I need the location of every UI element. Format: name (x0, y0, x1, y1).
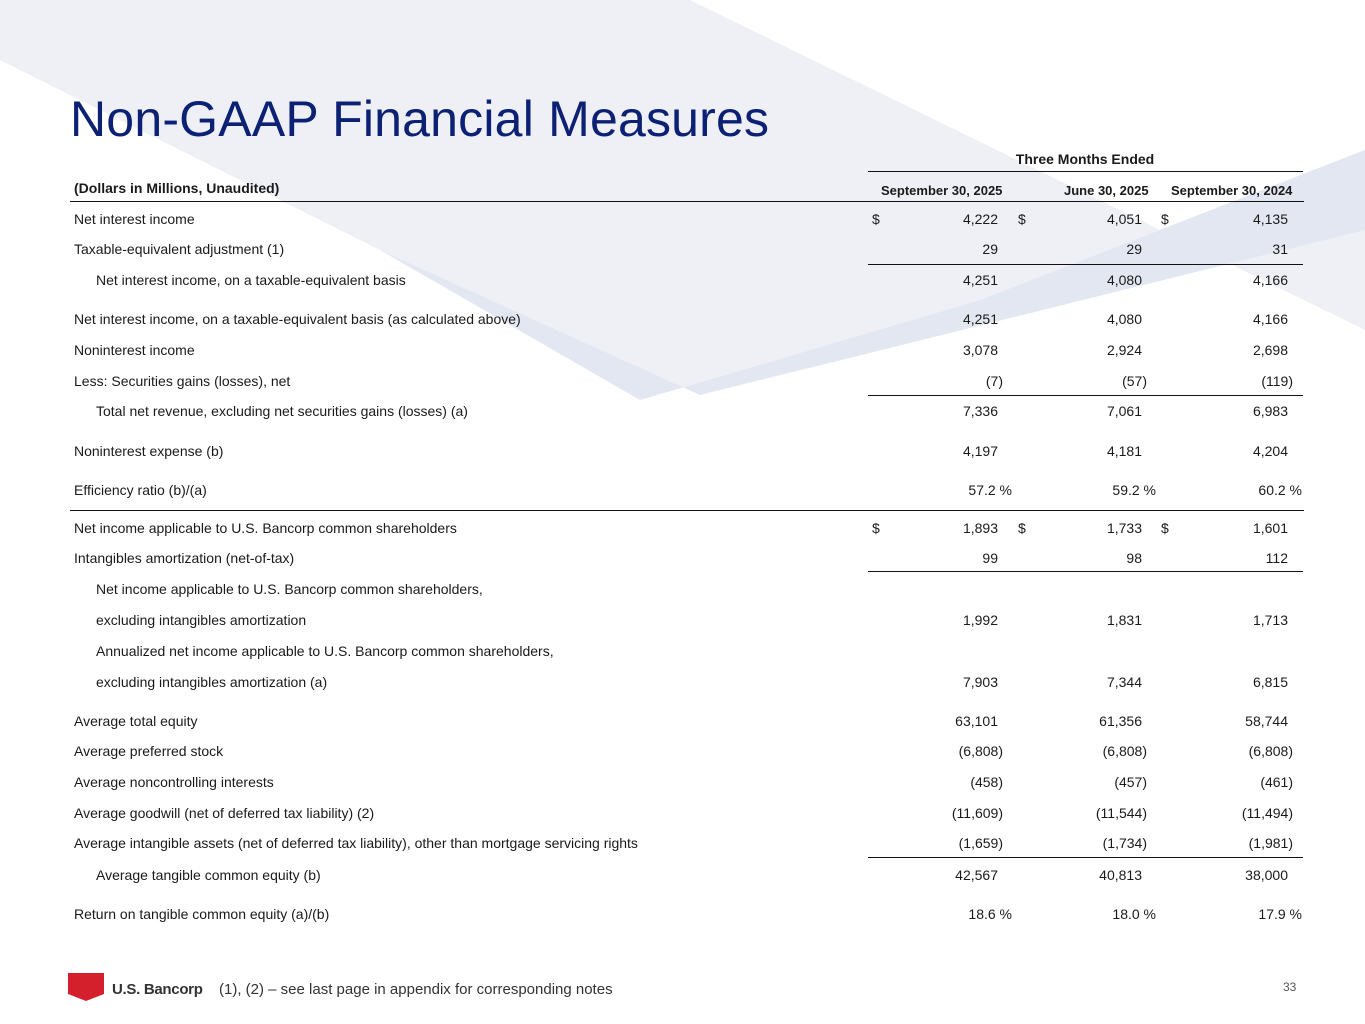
row-label: Net income applicable to U.S. Bancorp common shareholders, (96, 581, 483, 597)
row-label: Less: Securities gains (losses), net (74, 373, 291, 389)
footnote: (1), (2) – see last page in appendix for corresponding notes (219, 981, 613, 998)
cell-value: 7,061 (1106, 403, 1142, 419)
column-header-sep-2024: September 30, 2024 (1171, 183, 1293, 198)
cell-value: (6,808) (1248, 743, 1293, 759)
subtotal-rule-2 (868, 395, 1303, 396)
cell-value: 31 (1272, 241, 1288, 257)
dollar-sign: $ (872, 520, 880, 536)
table-row (70, 740, 1304, 764)
table-row (70, 802, 1304, 826)
table-row (70, 771, 1304, 795)
dollar-sign: $ (1018, 211, 1026, 227)
row-label: Average noncontrolling interests (74, 774, 274, 790)
row-label: Noninterest expense (b) (74, 443, 224, 459)
cell-value: (1,981) (1248, 835, 1293, 851)
column-group-header: Three Months Ended (1015, 151, 1155, 167)
cell-value: 4,080 (1106, 311, 1142, 327)
cell-value: (6,808) (1102, 743, 1147, 759)
table-row (70, 710, 1304, 734)
table-row (70, 370, 1304, 394)
row-label: Total net revenue, excluding net securities gains (losses) (a) (96, 403, 468, 419)
cell-value: 29 (1126, 241, 1142, 257)
group-header-rule (868, 171, 1303, 172)
dollar-sign: $ (872, 211, 880, 227)
subtotal-rule-4 (868, 857, 1303, 858)
cell-value: 7,336 (962, 403, 998, 419)
row-label: Taxable-equivalent adjustment (1) (74, 241, 285, 257)
row-label: Intangibles amortization (net-of-tax) (74, 550, 295, 566)
cell-value: 6,983 (1252, 403, 1288, 419)
table-row (70, 269, 1304, 293)
row-label: Average preferred stock (74, 743, 224, 759)
row-label: Efficiency ratio (b)/(a) (74, 482, 207, 498)
cell-value: (119) (1261, 373, 1293, 389)
cell-value: (11,609) (951, 805, 1003, 821)
cell-value: 1,893 (962, 520, 998, 536)
row-label: Net interest income, on a taxable-equivalent basis (96, 272, 406, 288)
subtotal-rule-3 (868, 571, 1303, 572)
dollar-sign: $ (1018, 520, 1026, 536)
cell-value: 6,815 (1252, 674, 1288, 690)
cell-value: 1,713 (1252, 612, 1288, 628)
row-label: Net income applicable to U.S. Bancorp common shareholders (74, 520, 457, 536)
table-row (70, 578, 1304, 602)
cell-value: 61,356 (1099, 713, 1142, 729)
cell-value: 4,166 (1252, 272, 1288, 288)
table-row (70, 308, 1304, 332)
table-row (70, 479, 1304, 503)
dollar-sign: $ (1161, 211, 1169, 227)
cell-value: 1,601 (1252, 520, 1288, 536)
table-row (70, 671, 1304, 695)
cell-value: 99 (982, 550, 998, 566)
cell-value: 57.2 % (968, 482, 1012, 498)
cell-value: 4,166 (1252, 311, 1288, 327)
logo-text: U.S. Bancorp (112, 981, 203, 998)
table-row (70, 864, 1304, 888)
table-row (70, 339, 1304, 363)
subtotal-rule-1 (868, 264, 1303, 265)
table-row (70, 609, 1304, 633)
cell-value: 112 (1265, 550, 1288, 566)
cell-value: 4,251 (962, 311, 998, 327)
cell-value: (11,494) (1241, 805, 1293, 821)
cell-value: 7,344 (1106, 674, 1142, 690)
cell-value: (1,734) (1102, 835, 1147, 851)
row-label: excluding intangibles amortization (96, 612, 307, 628)
cell-value: 38,000 (1245, 867, 1288, 883)
table-row (70, 400, 1304, 424)
cell-value: 18.6 % (968, 906, 1012, 922)
cell-value: 40,813 (1099, 867, 1142, 883)
table-row (70, 640, 1304, 664)
header-rule (70, 201, 1304, 202)
cell-value: 29 (982, 241, 998, 257)
cell-value: 3,078 (962, 342, 998, 358)
row-label: Net interest income (74, 211, 195, 227)
table-row (70, 238, 1304, 262)
cell-value: 1,831 (1106, 612, 1142, 628)
cell-value: (458) (970, 774, 1003, 790)
row-label: Average tangible common equity (b) (96, 867, 321, 883)
table-row (70, 517, 1304, 541)
cell-value: 58,744 (1245, 713, 1288, 729)
cell-value: 4,222 (962, 211, 998, 227)
row-label: excluding intangibles amortization (a) (96, 674, 328, 690)
cell-value: 7,903 (962, 674, 998, 690)
row-label: Net interest income, on a taxable-equivalent basis (as calculated above) (74, 311, 521, 327)
cell-value: (7) (985, 373, 1003, 389)
cell-value: (1,659) (958, 835, 1003, 851)
table-row (70, 903, 1304, 927)
cell-value: 2,698 (1252, 342, 1288, 358)
table-row (70, 547, 1304, 571)
table-row (70, 832, 1304, 856)
cell-value: 1,733 (1106, 520, 1142, 536)
cell-value: 2,924 (1106, 342, 1142, 358)
row-label: Average goodwill (net of deferred tax liability) (2) (74, 805, 375, 821)
cell-value: (6,808) (958, 743, 1003, 759)
cell-value: 98 (1126, 550, 1142, 566)
cell-value: 59.2 % (1112, 482, 1156, 498)
cell-value: 60.2 % (1258, 482, 1302, 498)
column-header-sep-2025: September 30, 2025 (881, 183, 1003, 198)
cell-value: 4,204 (1252, 443, 1288, 459)
cell-value: (461) (1260, 774, 1293, 790)
page-title: Non-GAAP Financial Measures (70, 91, 770, 147)
row-label: Average intangible assets (net of deferred tax liability), other than mortgage servicing rights (74, 835, 638, 851)
row-label: Average total equity (74, 713, 198, 729)
page-number: 33 (1283, 980, 1297, 994)
cell-value: (57) (1122, 373, 1147, 389)
cell-value: (11,544) (1095, 805, 1147, 821)
column-header-jun-2025: June 30, 2025 (1064, 183, 1149, 198)
cell-value: 63,101 (955, 713, 998, 729)
row-label: Noninterest income (74, 342, 195, 358)
cell-value: (457) (1114, 774, 1147, 790)
table-row (70, 208, 1304, 232)
cell-value: 4,251 (962, 272, 998, 288)
cell-value: 18.0 % (1112, 906, 1156, 922)
units-label: (Dollars in Millions, Unaudited) (74, 180, 280, 196)
row-label: Annualized net income applicable to U.S. Bancorp common shareholders, (96, 643, 554, 659)
cell-value: 4,135 (1252, 211, 1288, 227)
section-rule (70, 510, 1304, 511)
row-label: Return on tangible common equity (a)/(b) (74, 906, 330, 922)
cell-value: 4,181 (1106, 443, 1142, 459)
cell-value: 4,080 (1106, 272, 1142, 288)
dollar-sign: $ (1161, 520, 1169, 536)
cell-value: 42,567 (955, 867, 998, 883)
cell-value: 1,992 (962, 612, 998, 628)
cell-value: 4,197 (962, 443, 998, 459)
cell-value: 17.9 % (1258, 906, 1302, 922)
table-row (70, 440, 1304, 464)
cell-value: 4,051 (1106, 211, 1142, 227)
